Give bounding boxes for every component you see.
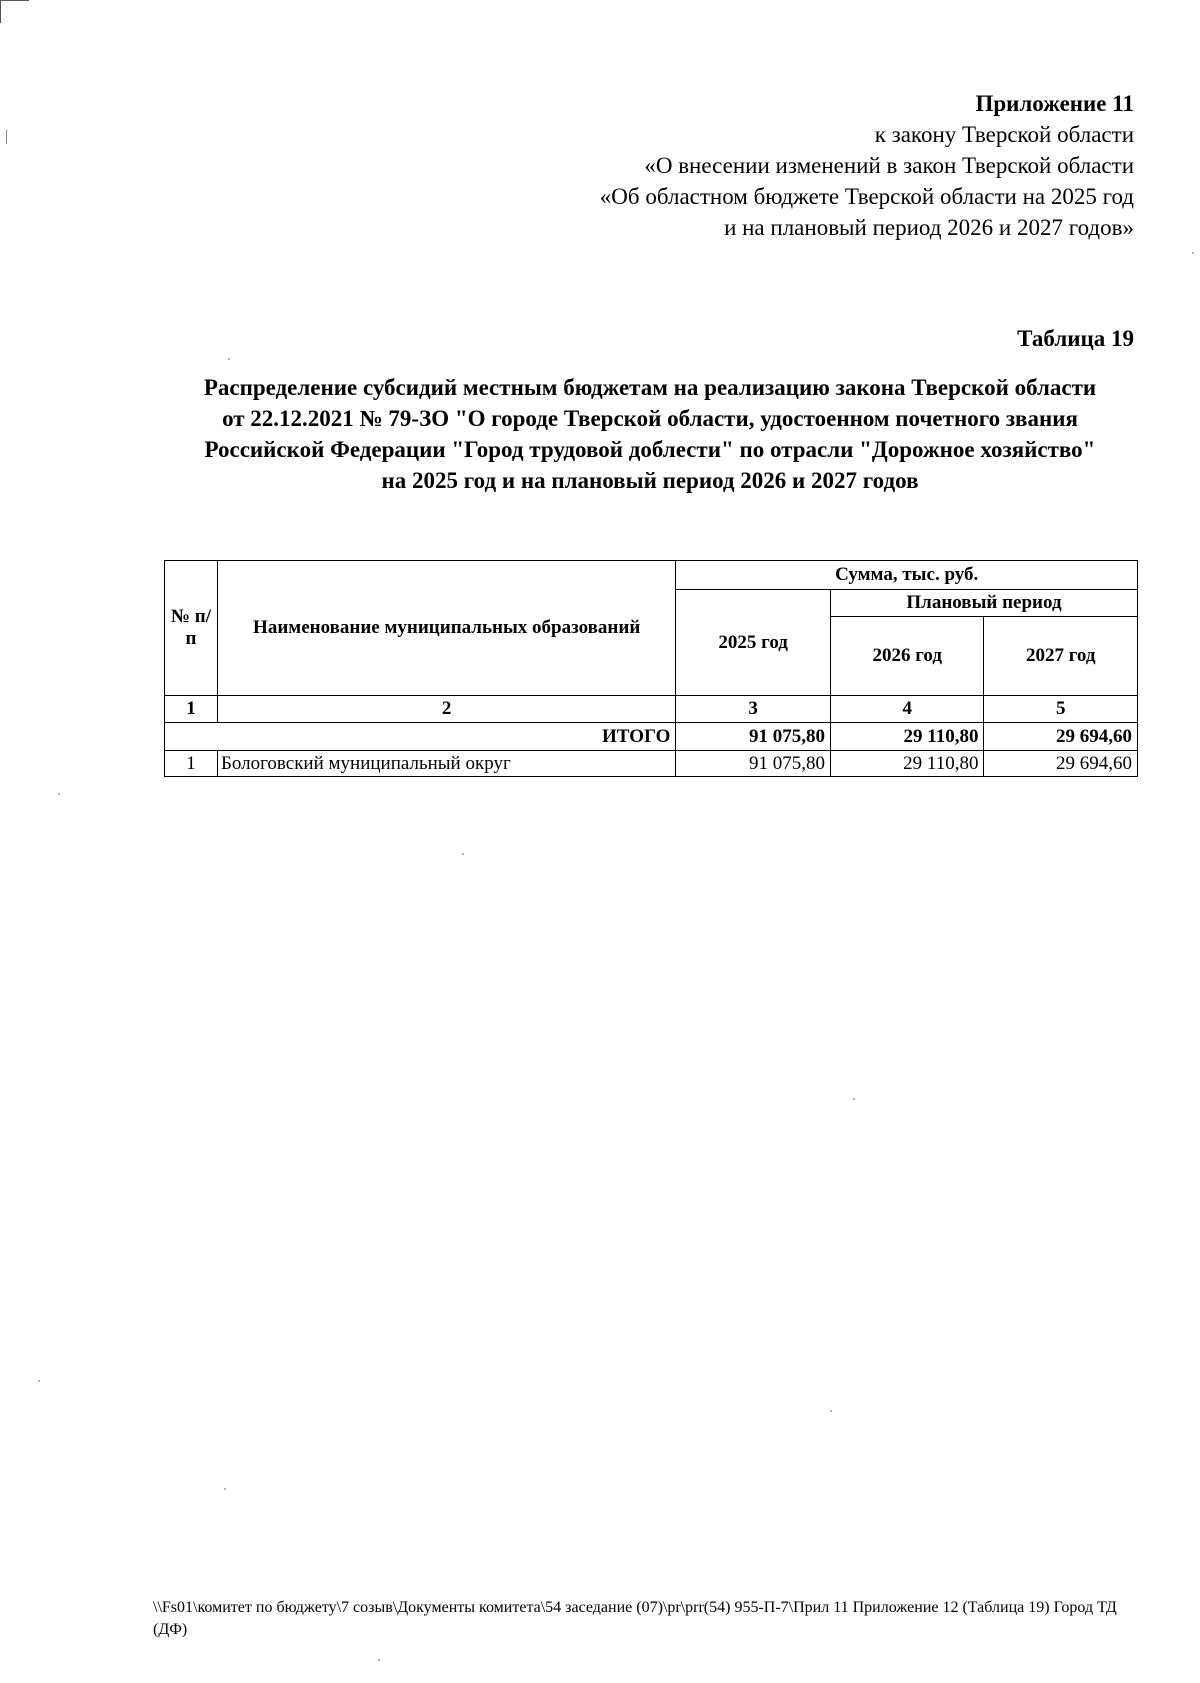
- header-sum: Сумма, тыс. руб.: [676, 561, 1138, 590]
- header-planned-period: Плановый период: [830, 590, 1137, 617]
- appendix-line: «О внесении изменений в закон Тверской области: [644, 153, 1134, 178]
- municipality-name: Бологовский муниципальный округ: [217, 751, 675, 777]
- value-2025: 91 075,80: [676, 751, 831, 777]
- subsidy-table: [164, 560, 1138, 777]
- value-2026: 29 110,80: [830, 751, 984, 777]
- appendix-line: и на плановый период 2026 и 2027 годов»: [724, 215, 1134, 240]
- appendix-header: [600, 88, 1134, 243]
- appendix-line: к закону Тверской области: [874, 122, 1134, 147]
- scan-speck: [830, 1410, 832, 1412]
- total-2025: 91 075,80: [676, 723, 831, 751]
- column-number-row: [165, 696, 1138, 723]
- title-line: на 2025 год и на плановый период 2026 и 2027 годов: [381, 468, 919, 493]
- header-year-2026: 2026 год: [830, 617, 984, 696]
- table-label: Таблица 19: [1017, 326, 1134, 351]
- column-number: 5: [984, 696, 1138, 723]
- row-number: 1: [165, 751, 218, 777]
- document-title: [165, 372, 1135, 496]
- scan-speck: [228, 358, 230, 360]
- header-number: № п/п: [165, 561, 218, 696]
- total-row: [165, 723, 1138, 751]
- total-2027: 29 694,60: [984, 723, 1138, 751]
- file-path-footer: \\Fs01\комитет по бюджету\7 созыв\Документы комитета\54 заседание (07)\pr\prr(54) 955-П-7\Прил 11 Приложение 12 (Таблица 19) Город ТД (ДФ): [153, 1599, 1117, 1638]
- scan-speck: [378, 1659, 380, 1661]
- appendix-line: «Об областном бюджете Тверской области на 2025 год: [599, 184, 1134, 209]
- title-line: Российской Федерации "Город трудовой доблести" по отрасли "Дорожное хозяйство": [204, 437, 1096, 462]
- table-row: [165, 751, 1138, 777]
- column-number: 3: [676, 696, 831, 723]
- header-year-2027: 2027 год: [984, 617, 1138, 696]
- table-header-row: [165, 561, 1138, 590]
- scan-speck: [853, 1098, 855, 1100]
- total-label: ИТОГО: [165, 723, 676, 751]
- column-number: 4: [830, 696, 984, 723]
- scan-speck: [1192, 252, 1194, 254]
- title-line: от 22.12.2021 № 79-ЗО "О городе Тверской области, удостоенном почетного звания: [222, 406, 1078, 431]
- total-2026: 29 110,80: [830, 723, 984, 751]
- title-line: Распределение субсидий местным бюджетам на реализацию закона Тверской области: [203, 375, 1097, 400]
- scan-corner-mark: [0, 0, 29, 23]
- header-year-2025: 2025 год: [676, 590, 831, 696]
- header-municipality-name: Наименование муниципальных образований: [217, 561, 675, 696]
- scan-edge-mark: [6, 130, 7, 144]
- scan-speck: [38, 1380, 40, 1382]
- value-2027: 29 694,60: [984, 751, 1138, 777]
- column-number: 2: [217, 696, 675, 723]
- appendix-title: Приложение 11: [975, 91, 1134, 116]
- scan-speck: [462, 853, 464, 855]
- column-number: 1: [165, 696, 218, 723]
- scan-speck: [224, 1488, 226, 1490]
- scan-speck: [58, 793, 60, 795]
